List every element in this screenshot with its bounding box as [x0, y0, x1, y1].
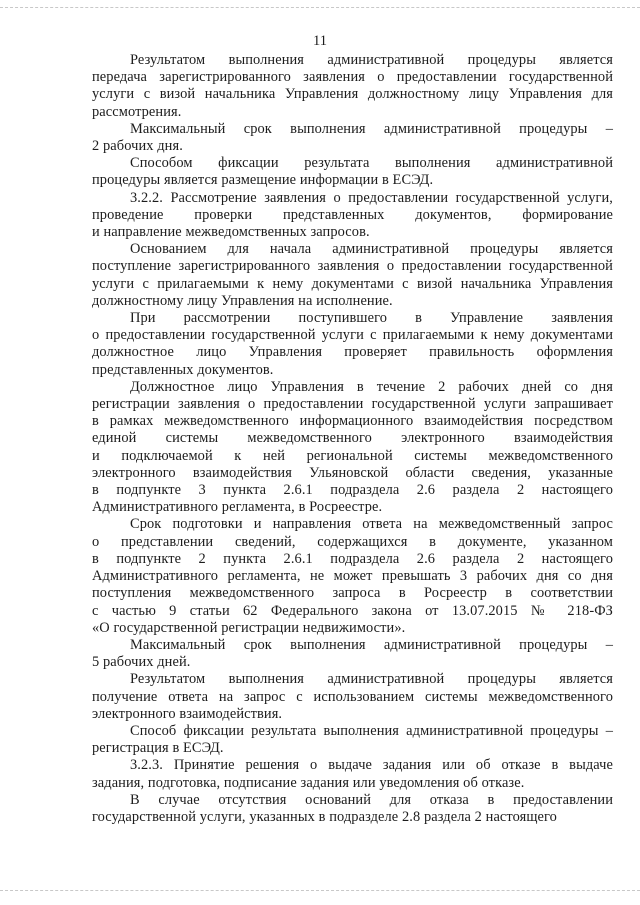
text-line: о предоставлении государственной услуги с прилагаемыми к нему документами — [92, 327, 613, 344]
text-line: должностному лицу Управления на исполнение. — [92, 292, 393, 309]
text-line: поступление зарегистрированного заявления о предоставлении государственной — [92, 258, 613, 275]
text-line: Результатом выполнения административной процедуры является — [130, 52, 613, 68]
text-line: в рамках межведомственного информационного взаимодействия посредством — [92, 413, 613, 430]
text-line: услуги с визой начальника Управления должностному лицу Управления для — [92, 86, 613, 103]
text-line: проведение проверки представленных документов, формирование — [92, 206, 613, 223]
text-line: государственной услуги, указанных в подразделе 2.8 раздела 2 настоящего — [92, 808, 557, 825]
text-line: Максимальный срок выполнения административной процедуры – — [130, 120, 613, 137]
text-line: получение ответа на запрос с использованием системы межведомственного — [92, 688, 613, 705]
text-line: единой системы межведомственного электронного взаимодействия — [92, 430, 613, 447]
paragraph — [92, 516, 613, 636]
page-number: 11 — [313, 33, 327, 49]
text-line: должностное лицо Управления проверяет правильность оформления — [92, 344, 613, 361]
document-body — [92, 52, 613, 826]
paragraph — [92, 52, 613, 121]
text-line: о представлении сведений, содержащихся в документе, указанном — [92, 533, 613, 550]
text-line: В случае отсутствия оснований для отказа в предоставлении — [130, 791, 613, 808]
paragraph — [92, 155, 613, 189]
text-line: задания, подготовка, подписание задания или уведомления об отказе. — [92, 774, 525, 791]
text-line: регистрации заявления о предоставлении государственной услуги запрашивает — [92, 396, 613, 413]
text-line: Административного регламента, не может превышать 3 рабочих дня со дня — [92, 568, 613, 585]
text-line: Административного регламента, в Росреестре. — [92, 499, 383, 516]
text-line: передача зарегистрированного заявления о предоставлении государственной — [92, 69, 613, 86]
text-line: представленных документов. — [92, 361, 274, 378]
text-line: Способом фиксации результата выполнения административной — [130, 155, 613, 172]
text-line: Срок подготовки и направления ответа на межведомственный запрос — [130, 516, 613, 533]
text-line: 3.2.3. Принятие решения о выдаче задания или об отказе в выдаче — [130, 757, 613, 774]
text-line: Результатом выполнения административной процедуры является — [130, 671, 613, 688]
text-line: процедуры является размещение информации в ЕСЭД. — [92, 172, 434, 189]
scan-edge-top — [0, 7, 640, 8]
text-line: 2 рабочих дня. — [92, 138, 183, 155]
text-line: поступления межведомственного запроса в Росреестр в соответствии — [92, 585, 613, 602]
text-line: При рассмотрении поступившего в Управление заявления — [130, 310, 613, 327]
text-line: рассмотрения. — [92, 103, 182, 120]
text-line: и подключаемой к ней региональной системы межведомственного — [92, 447, 613, 464]
text-line: «О государственной регистрации недвижимости». — [92, 619, 406, 636]
text-line: 5 рабочих дней. — [92, 654, 191, 671]
paragraph — [92, 379, 613, 517]
text-line: с частью 9 статьи 62 Федерального закона от 13.07.2015 № 218-ФЗ — [92, 602, 613, 619]
paragraph — [92, 792, 613, 826]
paragraph — [92, 723, 613, 757]
text-line: в подпункте 3 пункта 2.6.1 подраздела 2.6 раздела 2 настоящего — [92, 482, 613, 499]
text-line: в подпункте 2 пункта 2.6.1 подраздела 2.6 раздела 2 настоящего — [92, 550, 613, 567]
paragraph — [92, 190, 613, 242]
text-line: и направление межведомственных запросов. — [92, 224, 370, 241]
paragraph — [92, 757, 613, 791]
paragraph — [92, 241, 613, 310]
text-line: Максимальный срок выполнения административной процедуры – — [130, 636, 613, 653]
text-line: 3.2.2. Рассмотрение заявления о предоставлении государственной услуги, — [130, 189, 613, 206]
text-line: Способ фиксации результата выполнения административной процедуры – — [130, 722, 613, 739]
text-line: электронного взаимодействия Ульяновской области сведения, указанные — [92, 464, 613, 481]
paragraph — [92, 637, 613, 671]
paragraph — [92, 671, 613, 723]
text-line: электронного взаимодействия. — [92, 705, 283, 722]
text-line: услуги с прилагаемыми к нему документами с визой начальника Управления — [92, 275, 613, 292]
scan-edge-bottom — [0, 890, 640, 891]
paragraph — [92, 121, 613, 155]
text-line: Основанием для начала административной процедуры является — [130, 241, 613, 258]
paragraph — [92, 310, 613, 379]
text-line: регистрация в ЕСЭД. — [92, 740, 224, 757]
text-line: Должностное лицо Управления в течение 2 рабочих дней со дня — [130, 378, 613, 395]
